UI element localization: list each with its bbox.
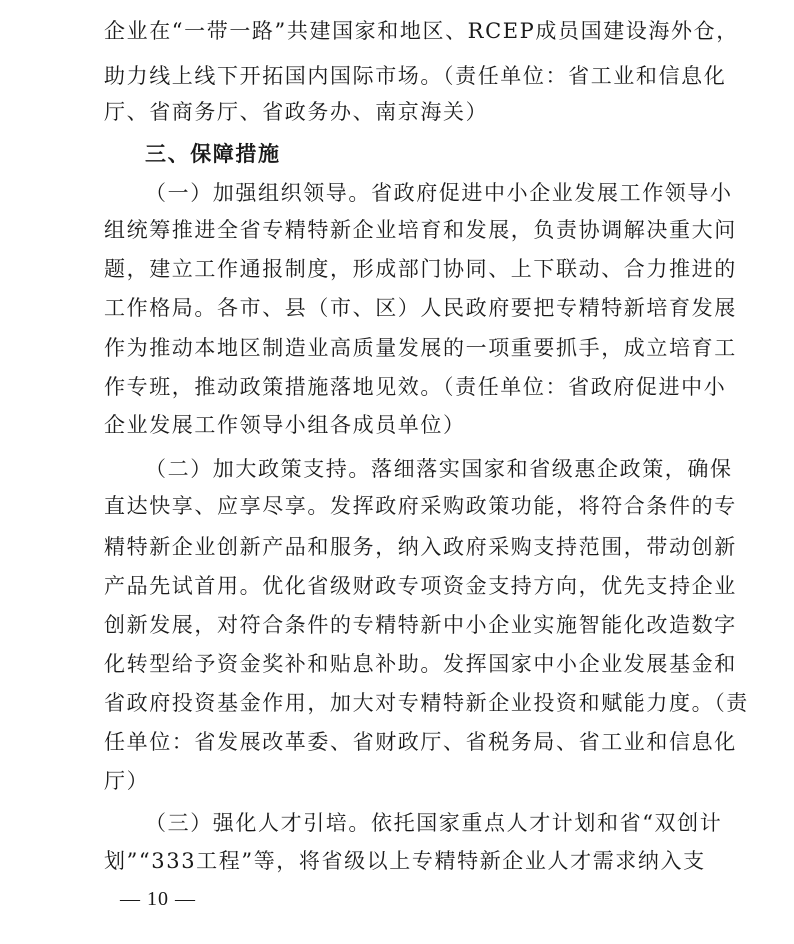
body-line: 题，建立工作通报制度，形成部门协同、上下联动、合力推进的 (104, 257, 737, 281)
body-line: 任单位：省发展改革委、省财政厅、省税务局、省工业和信息化 (104, 730, 737, 754)
body-line: 厅、省商务厅、省政务办、南京海关） (104, 100, 489, 124)
body-line: （一）加强组织领导。省政府促进中小企业发展工作领导小 (145, 181, 733, 205)
body-line: 工作格局。各市、县（市、区）人民政府要把专精特新培育发展 (104, 296, 737, 320)
body-line: 化转型给予资金奖补和贴息补助。发挥国家中小企业发展基金和 (104, 652, 737, 676)
body-line: 直达快享、应享尽享。发挥政府采购政策功能，将符合条件的专 (104, 494, 737, 518)
body-line: 精特新企业创新产品和服务，纳入政府采购支持范围，带动创新 (104, 535, 737, 559)
body-line: 企业在“一带一路”共建国家和地区、RCEP成员国建设海外仓， (104, 19, 739, 43)
body-line: 助力线上线下开拓国内国际市场。（责任单位：省工业和信息化 (104, 64, 727, 88)
body-line: （三）强化人才引培。依托国家重点人才计划和省“双创计 (145, 811, 723, 835)
body-line: 企业发展工作领导小组各成员单位） (104, 413, 466, 437)
body-line: （二）加大政策支持。落细落实国家和省级惠企政策，确保 (145, 457, 733, 481)
body-line: 划”“333工程”等，将省级以上专精特新企业人才需求纳入支 (104, 849, 706, 873)
body-line: 创新发展，对符合条件的专精特新中小企业实施智能化改造数字 (104, 613, 737, 637)
section-heading: 三、保障措施 (145, 142, 281, 166)
body-line: 产品先试首用。优化省级财政专项资金支持方向，优先支持企业 (104, 574, 737, 598)
page-number: — 10 — (120, 888, 196, 910)
body-line: 作专班，推动政策措施落地见效。（责任单位：省政府促进中小 (104, 375, 727, 399)
body-line: 省政府投资基金作用，加大对专精特新企业投资和赋能力度。（责 (104, 691, 749, 715)
body-line: 作为推动本地区制造业高质量发展的一项重要抓手，成立培育工 (104, 336, 737, 360)
body-line: 组统筹推进全省专精特新企业培育和发展，负责协调解决重大问 (104, 218, 737, 242)
body-line: 厅） (104, 769, 150, 793)
